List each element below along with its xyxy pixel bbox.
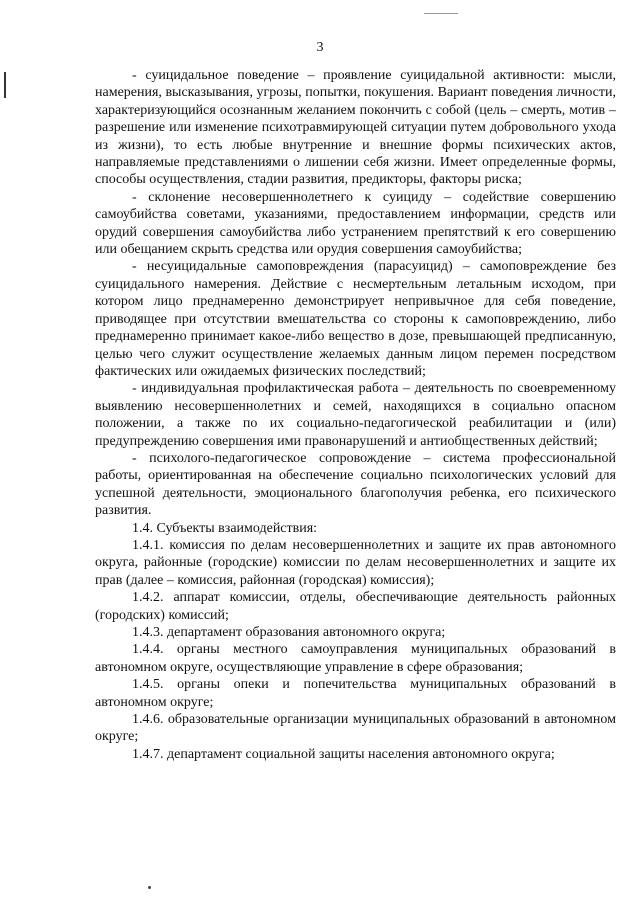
scan-dot: [148, 886, 151, 889]
subject-item: 1.4.1. комиссия по делам несовершеннолетних и защите их прав автономного округа, районные (городские) комиссии по делам несовершеннолетних и защите их прав (далее – комиссия, районная (городская) комиссия);: [95, 537, 616, 588]
subject-item: 1.4.5. органы опеки и попечительства муниципальных образований в автономном округе;: [95, 677, 616, 710]
definition-inducement-to-suicide: - склонение несовершеннолетнего к суициду – содействие совершению самоубийства советами, указаниями, предоставлением информации, средств или орудий совершения самоубийства либо устранением препятствий к его совершению или обещанием скрыть средства или орудия совершения самоубийства;: [95, 189, 616, 258]
subject-item: 1.4.7. департамент социальной защиты населения автономного округа;: [132, 746, 555, 762]
subject-item: 1.4.2. аппарат комиссии, отделы, обеспечивающие деятельность районных (городских) комиссий;: [95, 590, 616, 623]
scan-mark: [424, 13, 458, 14]
subject-item: 1.4.6. образовательные организации муниципальных образований в автономном округе;: [95, 712, 616, 745]
definition-suicidal-behavior: - суицидальное поведение – проявление суицидальной активности: мысли, намерения, высказывания, угрозы, попытки, покушения. Вариант поведения личности, характеризующийся осознанным желанием покончить с собой (цель – смерть, мотив – разрешение или изменение психотравмирующей ситуации путем добровольного ухода из жизни), то есть любые внутренние и внешние формы психических актов, направляемые представлениями о лишении себя жизни. Имеет определенные формы, способы осуществления, стадии развития, предикторы, факторы риска;: [95, 68, 616, 188]
section-heading-subjects: 1.4. Субъекты взаимодействия:: [132, 520, 318, 536]
document-body: [95, 67, 616, 763]
subject-item: 1.4.4. органы местного самоуправления муниципальных образований в автономном округе, осуществляющие управление в сфере образования;: [95, 642, 616, 675]
subject-item: 1.4.3. департамент образования автономного округа;: [132, 625, 446, 640]
margin-mark: [4, 72, 6, 98]
definition-psycho-pedagogical-support: - психолого-педагогическое сопровождение – система профессиональной работы, ориентированная на обеспечение социально психологических условий для успешной деятельности, эмоционального благополучия ребенка, его психического развития.: [95, 450, 616, 519]
definition-non-suicidal-self-harm: - несуицидальные самоповреждения (парасуицид) – самоповреждение без суицидального намерения. Действие с несмертельным летальным исходом, при котором лицо преднамеренно демонстрирует непривычное для себя поведение, приводящее при отсутствии вмешательства со стороны к самоповреждению, либо преднамеренно принимает какое-либо вещество в дозе, превышающей предписанную, целью чего служит осуществление желаемых данным лицом перемен посредством фактических или ожидаемых физических последствий;: [95, 259, 616, 379]
definition-individual-preventive-work: - индивидуальная профилактическая работа – деятельность по своевременному выявлению несовершеннолетних и семей, находящихся в социально опасном положении, а также по их социально-педагогической реабилитации и (или) предупреждению совершения ими правонарушений и антиобщественных действий;: [95, 381, 616, 449]
page-number: 3: [316, 40, 324, 55]
